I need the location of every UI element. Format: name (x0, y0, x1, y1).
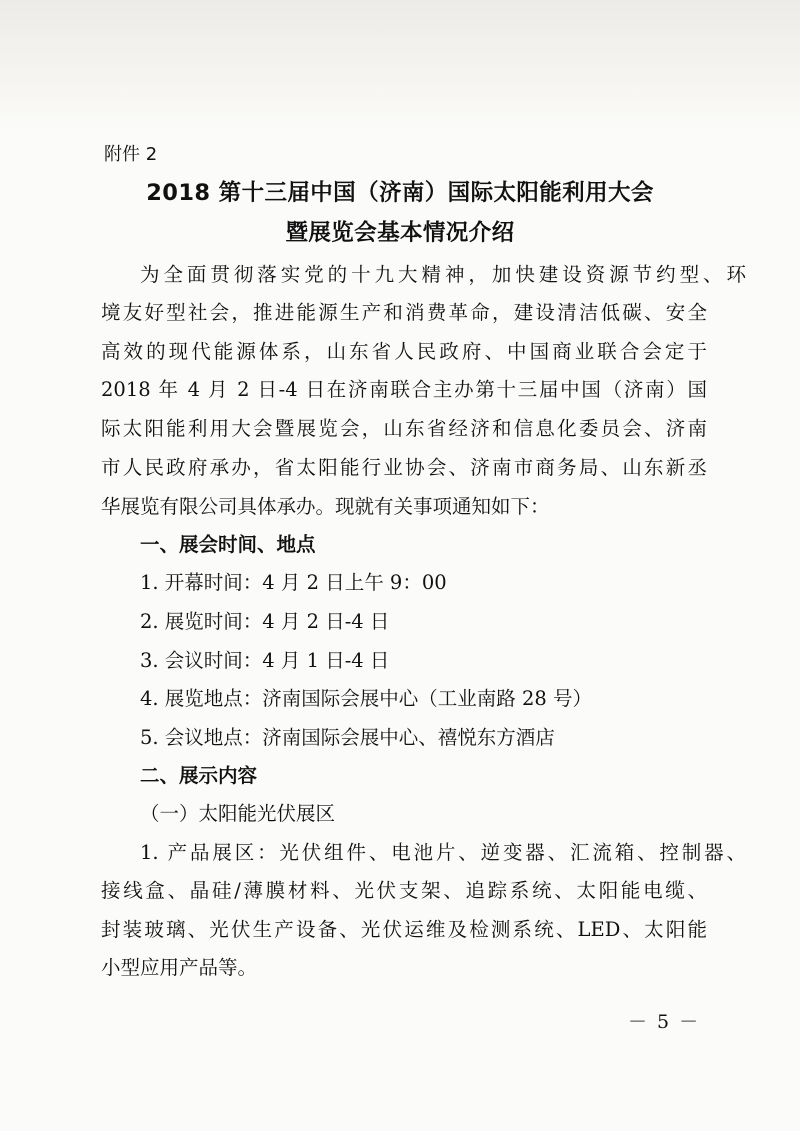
section-heading-2: 二、展示内容 (140, 764, 258, 787)
intro-line-2: 境友好型社会，推进能源生产和消费革命，建设清洁低碳、安全 (101, 301, 707, 324)
intro-line-5: 际太阳能利用大会暨展览会，山东省经济和信息化委员会、济南 (101, 417, 707, 440)
intro-line-7: 华展览有限公司具体承办。现就有关事项通知如下： (101, 495, 550, 518)
title-line-2: 暨展览会基本情况介绍 (285, 220, 515, 246)
schedule-item-1: 1. 开幕时间：4 月 2 日上午 9：00 (140, 571, 447, 594)
intro-line-4: 2018 年 4 月 2 日-4 日在济南联合主办第十三届中国（济南）国 (101, 378, 707, 401)
intro-line-1: 为全面贯彻落实党的十九大精神，加快建设资源节约型、环 (140, 263, 746, 286)
intro-line-3: 高效的现代能源体系，山东省人民政府、中国商业联合会定于 (101, 340, 707, 363)
product-line-1: 1. 产品展区：光伏组件、电池片、逆变器、汇流箱、控制器、 (140, 841, 746, 864)
product-line-2: 接线盒、晶硅/薄膜材料、光伏支架、追踪系统、太阳能电缆、 (101, 879, 707, 902)
intro-line-6: 市人民政府承办，省太阳能行业协会、济南市商务局、山东新丞 (101, 456, 707, 479)
schedule-item-2: 2. 展览时间：4 月 2 日-4 日 (140, 610, 390, 633)
schedule-item-5: 5. 会议地点：济南国际会展中心、禧悦东方酒店 (140, 726, 555, 749)
subsection-heading: （一）太阳能光伏展区 (140, 802, 336, 825)
product-line-3: 封装玻璃、光伏生产设备、光伏运维及检测系统、LED、太阳能 (101, 918, 707, 941)
page-number: － 5 － (628, 1011, 701, 1033)
schedule-item-3: 3. 会议时间：4 月 1 日-4 日 (140, 649, 390, 672)
scan-shadow (0, 0, 800, 130)
schedule-item-4: 4. 展览地点：济南国际会展中心（工业南路 28 号） (140, 687, 593, 710)
attachment-label: 附件 2 (104, 144, 158, 165)
section-heading-1: 一、展会时间、地点 (140, 533, 316, 556)
title-line-1: 2018 第十三届中国（济南）国际太阳能利用大会 (146, 180, 654, 206)
product-line-4: 小型应用产品等。 (101, 956, 258, 979)
